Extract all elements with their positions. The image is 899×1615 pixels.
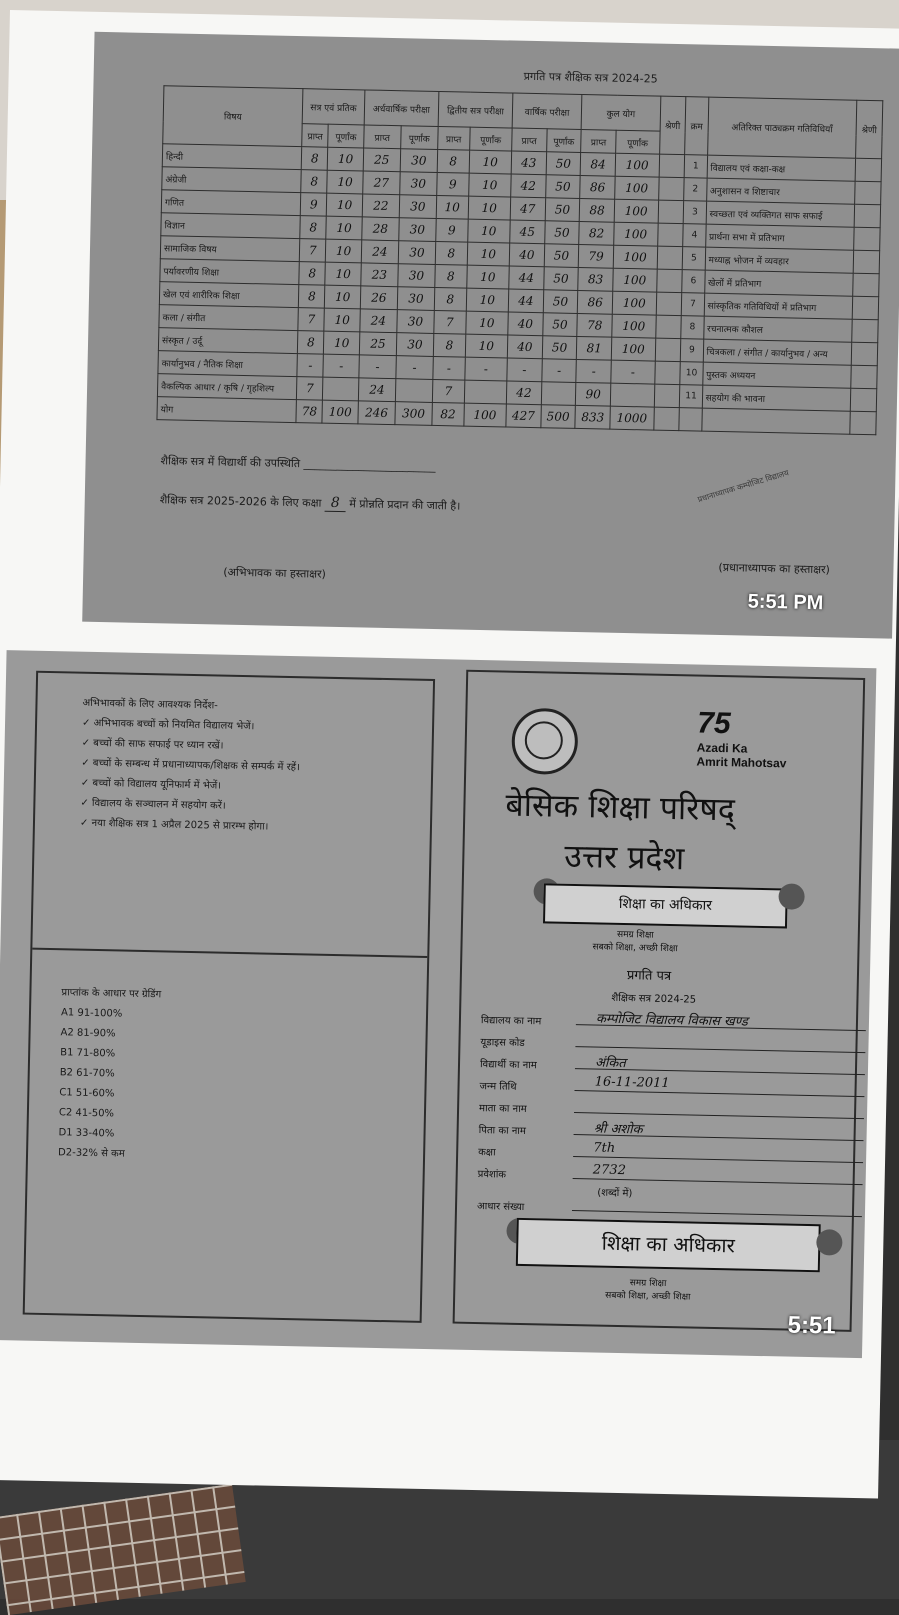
marks-cell: 10 [324, 331, 360, 355]
instruction-item: ✓ बच्चों के सम्बन्ध में प्रधानाध्यापक/शिक्षक से सम्पर्क में रहें। [81, 757, 300, 774]
activity-grade-cell [854, 227, 880, 251]
sheet-title: प्रगति पत्र शैक्षिक सत्र 2024-25 [523, 69, 658, 86]
marks-cell: 50 [542, 336, 577, 360]
activity-cell: अनुशासन व शिष्टाचार [706, 178, 855, 204]
field-value: 7th [573, 1140, 863, 1163]
subject-cell: सामाजिक विषय [160, 236, 300, 262]
grade-cell [654, 384, 680, 408]
activity-grade-cell [851, 365, 877, 389]
activity-cell: स्वच्छता एवं व्यक्तिगत साफ सफाई [706, 201, 855, 227]
field-label: (शब्दों में) [597, 1187, 633, 1200]
marks-cell: 246 [358, 401, 396, 425]
marks-cell: - [464, 357, 507, 381]
marks-cell: 30 [398, 264, 436, 288]
marks-cell: 30 [397, 287, 435, 311]
tagline-bottom [605, 1275, 691, 1303]
activity-number: 1 [684, 155, 707, 178]
subject-cell: संस्कृत / उर्दू [158, 328, 298, 354]
marks-cell: 43 [511, 151, 546, 175]
marks-cell: 100 [611, 337, 655, 361]
marks-cell: 86 [578, 290, 613, 314]
subheader: प्राप्त [363, 125, 401, 149]
marks-cell: 427 [506, 404, 541, 428]
grade-cell [657, 246, 683, 270]
subheader: प्राप्त [302, 124, 329, 148]
rte-banner-large: शिक्षा का अधिकार [516, 1218, 821, 1272]
header-grade-2: श्रेणी [856, 100, 883, 159]
instruction-item: ✓ बच्चों को विद्यालय यूनिफार्म में भेजें। [80, 777, 222, 792]
marks-cell: 10 [325, 285, 361, 309]
marks-cell: - [323, 354, 359, 378]
marks-cell: 24 [358, 378, 396, 402]
marks-cell: 9 [437, 172, 469, 196]
marks-cell: 8 [301, 170, 328, 194]
principal-stamp [696, 451, 863, 571]
marks-cell: 100 [615, 153, 659, 177]
marks-cell: 10 [467, 242, 510, 266]
grade-cell [658, 200, 684, 224]
marks-cell: 30 [399, 195, 437, 219]
grade-item: A2 81-90% [60, 1027, 116, 1040]
grade-cell [658, 177, 684, 201]
activity-grade-cell [850, 388, 876, 412]
activity-cell: खेलों में प्रतिभाग [704, 270, 853, 296]
activity-number: 5 [682, 247, 705, 270]
subheader: पूर्णांक [546, 129, 581, 153]
marks-cell: 10 [327, 193, 363, 217]
timestamp-overlay: 5:51 PM [747, 590, 824, 615]
report-card-cover [453, 670, 866, 1332]
marks-cell: 100 [613, 245, 657, 269]
activity-grade-cell [853, 250, 879, 274]
activity-grade-cell [851, 342, 877, 366]
marks-cell: 7 [299, 239, 326, 263]
marks-cell: 8 [433, 333, 465, 357]
tagline-1: समग्र शिक्षा [629, 1278, 667, 1290]
activity-grade-cell [852, 296, 878, 320]
marks-cell: 8 [437, 149, 469, 173]
subheader: पूर्णांक [616, 130, 660, 154]
marks-cell: 79 [579, 244, 614, 268]
marks-cell: 7 [296, 377, 323, 401]
activity-number: 4 [683, 224, 706, 247]
subject-cell: गणित [161, 190, 301, 216]
marks-cell: 44 [508, 289, 543, 313]
marks-cell: 30 [396, 333, 434, 357]
subject-cell: वैकल्पिक आधार / कृषि / गृहशिल्प [157, 374, 297, 400]
marks-cell: 30 [397, 310, 435, 334]
marks-cell: 30 [398, 241, 436, 265]
marks-cell: - [507, 358, 542, 382]
subject-cell: पर्यावरणीय शिक्षा [160, 259, 300, 285]
marks-cell: 25 [359, 332, 397, 356]
subject-cell: योग [157, 397, 297, 423]
marks-cell: 45 [510, 220, 545, 244]
header-no: क्रम [685, 97, 709, 155]
grade-cell [653, 407, 679, 431]
grade-cell [656, 292, 682, 316]
marks-table [156, 85, 883, 435]
activity-grade-cell [855, 158, 881, 182]
rte-banner: शिक्षा का अधिकार [543, 883, 788, 928]
subject-cell: खेल एवं शारीरिक शिक्षा [159, 282, 299, 308]
marks-cell: 81 [577, 336, 612, 360]
field-label: कक्षा [478, 1147, 496, 1159]
marks-cell: 84 [580, 152, 615, 176]
card-title: प्रगति पत्र [626, 968, 672, 985]
grade-cell [656, 269, 682, 293]
bottom-sheet [0, 650, 876, 1358]
marks-cell: 100 [612, 314, 656, 338]
panel-divider [32, 948, 427, 958]
marks-cell: 10 [328, 147, 364, 171]
header-annual: वार्षिक परीक्षा [512, 93, 582, 129]
marks-cell: - [433, 356, 465, 380]
principal-signature-label: (प्रधानाध्यापक का हस्ताक्षर) [718, 560, 830, 577]
up-emblem-icon [511, 708, 578, 775]
student-pencil-icon [778, 883, 805, 910]
activity-number: 11 [680, 385, 703, 408]
activity-number: 10 [680, 362, 703, 385]
marks-cell: 24 [361, 240, 399, 264]
tagline [592, 926, 678, 954]
marks-cell: 9 [436, 218, 468, 242]
activity-cell: मध्याह्न भोजन में व्यवहार [705, 247, 854, 273]
marks-cell: 78 [577, 313, 612, 337]
card-session: शैक्षिक सत्र 2024-25 [611, 992, 697, 1006]
marks-cell: 10 [469, 150, 512, 174]
activity-cell: विद्यालय एवं कक्षा-कक्ष [707, 155, 856, 181]
board-name: बेसिक शिक्षा परिषद् [505, 785, 736, 829]
marks-cell: 10 [325, 262, 361, 286]
marks-cell: 10 [465, 334, 508, 358]
grade-cell [659, 154, 685, 178]
activity-cell: सांस्कृतिक गतिविधियों में प्रतिभाग [704, 293, 853, 319]
marks-cell: 30 [400, 149, 438, 173]
activity-number: 8 [681, 316, 704, 339]
grades-title: प्राप्तांक के आधार पर ग्रेडिंग [61, 987, 162, 1001]
marks-cell: 83 [578, 267, 613, 291]
promotion-prefix: शैक्षिक सत्र 2025-2026 के लिए कक्षा [159, 493, 322, 510]
tagline-2: सबको शिक्षा, अच्छी शिक्षा [605, 1290, 691, 1303]
field-label: यूडाइस कोड [480, 1037, 525, 1050]
top-sheet [82, 32, 899, 639]
attendance-line [160, 453, 435, 474]
grade-cell [657, 223, 683, 247]
activity-grade-cell [855, 181, 881, 205]
field-value [575, 1030, 865, 1053]
instruction-item: ✓ अभिभावक बच्चों को नियमित विद्यालय भेजें। [81, 717, 255, 733]
header-activities: अतिरिक्त पाठ्यक्रम गतिविधियाँ [707, 97, 857, 158]
activity-cell: प्रार्थना सभा में प्रतिभाग [705, 224, 854, 250]
marks-cell: 10 [465, 311, 508, 335]
marks-cell: 50 [546, 152, 581, 176]
activity-number: 6 [682, 270, 705, 293]
logo-text-2: Amrit Mahotsav [696, 754, 787, 771]
marks-cell [541, 382, 576, 406]
activity-number: 3 [683, 201, 706, 224]
marks-cell: - [541, 359, 576, 383]
promotion-suffix: में प्रोन्नति प्रदान की जाती है। [349, 497, 461, 513]
subheader: पूर्णांक [328, 124, 364, 148]
marks-cell: 90 [576, 382, 611, 406]
subheader: प्राप्त [438, 126, 470, 150]
marks-cell: 42 [506, 381, 541, 405]
marks-cell: 40 [509, 243, 544, 267]
grade-item: C2 41-50% [58, 1107, 115, 1120]
field-label: प्रवेशांक [477, 1169, 507, 1181]
guardian-signature-label: (अभिभावक का हस्ताक्षर) [223, 565, 327, 581]
activity-cell: सहयोग की भावना [702, 385, 851, 411]
marks-cell: 86 [580, 175, 615, 199]
marks-cell: 100 [614, 199, 658, 223]
marks-cell: 8 [435, 264, 467, 288]
logo-75: 75 [696, 706, 731, 741]
activity-cell: चित्रकला / संगीत / कार्यानुभव / अन्य [703, 339, 852, 365]
subheader: प्राप्त [581, 129, 616, 153]
marks-cell: 8 [298, 285, 325, 309]
field-label: पिता का नाम [478, 1125, 527, 1138]
marks-cell: 25 [363, 148, 401, 172]
marks-cell: 8 [300, 216, 327, 240]
marks-cell: 50 [544, 244, 579, 268]
activity-grade-cell [852, 319, 878, 343]
marks-cell: 300 [395, 402, 433, 426]
marks-cell: 10 [327, 170, 363, 194]
subject-cell: हिन्दी [162, 144, 302, 170]
marks-cell: 7 [298, 308, 325, 332]
grade-cell [655, 315, 681, 339]
marks-cell [395, 379, 433, 403]
marks-cell: 10 [326, 239, 362, 263]
marks-cell [464, 380, 507, 404]
marks-cell: 7 [434, 310, 466, 334]
activity-number: 7 [682, 293, 705, 316]
marks-cell: 10 [466, 288, 509, 312]
field-label: विद्यार्थी का नाम [479, 1059, 537, 1072]
marks-cell: 50 [544, 221, 579, 245]
subheader: प्राप्त [512, 128, 547, 152]
marks-cell: 40 [507, 335, 542, 359]
instruction-item: ✓ नया शैक्षिक सत्र 1 अप्रैल 2025 से प्रारम्भ होगा। [79, 817, 269, 833]
activity-number: 9 [681, 339, 704, 362]
subject-cell: अंग्रेजी [162, 167, 302, 193]
subject-cell: कला / संगीत [159, 305, 299, 331]
field-label: आधार संख्या [476, 1201, 525, 1214]
grade-item: B2 61-70% [59, 1067, 115, 1080]
instruction-item: ✓ बच्चों की साफ सफाई पर ध्यान रखें। [81, 737, 224, 752]
marks-cell: 10 [326, 216, 362, 240]
activity-number [679, 408, 702, 431]
activity-grade-cell [853, 273, 879, 297]
header-half: अर्धवार्षिक परीक्षा [364, 90, 439, 127]
marks-cell: 10 [466, 265, 509, 289]
subheader: पूर्णांक [469, 127, 512, 151]
marks-cell: 833 [575, 405, 610, 429]
marks-cell: 44 [509, 266, 544, 290]
marks-cell: 50 [545, 198, 580, 222]
header-second: द्वितीय सत्र परीक्षा [438, 91, 513, 128]
attendance-label: शैक्षिक सत्र में विद्यार्थी की उपस्थिति [160, 454, 301, 471]
marks-cell: 42 [511, 174, 546, 198]
student-pencil-icon [816, 1229, 843, 1256]
marks-cell: 23 [361, 263, 399, 287]
marks-cell: 88 [580, 198, 615, 222]
subject-cell: कार्यानुभव / नैतिक शिक्षा [158, 351, 298, 377]
marks-cell: 27 [363, 171, 401, 195]
marks-cell: 10 [324, 308, 360, 332]
instructions-block [80, 694, 302, 839]
field-label: जन्म तिथि [479, 1081, 517, 1093]
activity-cell [701, 408, 850, 434]
marks-cell: 10 [436, 195, 468, 219]
marks-cell: 10 [467, 219, 510, 243]
tagline-1: समग्र शिक्षा [616, 929, 654, 941]
marks-cell: 10 [468, 173, 511, 197]
instructions-panel [23, 671, 435, 1323]
promotion-class: 8 [325, 495, 346, 512]
marks-cell: 82 [432, 402, 464, 426]
marks-cell: 100 [613, 268, 657, 292]
marks-cell: 82 [579, 221, 614, 245]
marks-cell: 22 [362, 194, 400, 218]
marks-cell: 50 [543, 267, 578, 291]
azadi-ka-amrit-mahotsav-logo [696, 707, 817, 771]
field-value: 2732 [573, 1162, 863, 1185]
marks-cell: 100 [614, 222, 658, 246]
field-value: श्री अशोक [574, 1118, 864, 1141]
grade-item: A1 91-100% [60, 1007, 123, 1020]
marks-cell: - [359, 355, 397, 379]
header-subject: विषय [163, 86, 303, 147]
grade-cell [655, 338, 681, 362]
marks-cell: 24 [360, 309, 398, 333]
state-name: उत्तर प्रदेश [564, 836, 685, 878]
marks-cell: 50 [543, 290, 578, 314]
marks-cell: 8 [301, 147, 328, 171]
marks-cell: 8 [435, 241, 467, 265]
marks-cell [610, 383, 654, 407]
marks-cell: 100 [612, 291, 656, 315]
activity-cell: रचनात्मक कौशल [703, 316, 852, 342]
field-value: अंकित [575, 1052, 865, 1075]
header-term: सत्र एवं प्रतिक [302, 89, 364, 125]
field-value [572, 1194, 862, 1217]
subject-cell: विज्ञान [161, 213, 301, 239]
paper-sheet [0, 10, 899, 1499]
field-value [574, 1096, 864, 1119]
grade-cell [654, 361, 680, 385]
attendance-blank: ________________________ [303, 457, 436, 474]
grade-item: D2-32% से कम [57, 1147, 125, 1160]
marks-cell: 8 [434, 287, 466, 311]
field-label: माता का नाम [478, 1103, 527, 1116]
marks-cell: 78 [296, 400, 323, 424]
marks-cell: 26 [360, 286, 398, 310]
marks-cell: 100 [615, 176, 659, 200]
marks-cell: 8 [297, 331, 324, 355]
activity-grade-cell [850, 411, 876, 435]
grade-item: D1 33-40% [58, 1127, 115, 1140]
marks-cell: 8 [299, 262, 326, 286]
logo-text-1: Azadi Ka [696, 740, 748, 756]
grading-scale [58, 983, 162, 1165]
marks-cell: 7 [432, 379, 464, 403]
marks-cell: - [297, 354, 324, 378]
marks-cell: 30 [400, 172, 438, 196]
marks-cell: - [576, 359, 611, 383]
marks-cell: 40 [508, 312, 543, 336]
promotion-line [160, 491, 461, 513]
marks-cell: 47 [510, 197, 545, 221]
grade-item: B1 71-80% [60, 1047, 116, 1060]
marks-cell: 100 [322, 400, 358, 424]
grade-item: C1 51-60% [59, 1087, 115, 1100]
marks-cell: 50 [545, 175, 580, 199]
stamp-text: प्रधानाध्यापक कम्पोजिट विद्यालय [696, 468, 790, 505]
instructions-title: अभिभावकों के लिए आवश्यक निर्देश- [82, 697, 218, 712]
instruction-item: ✓ विद्यालय के सञ्चालन में सहयोग करें। [80, 797, 226, 812]
field-value: कम्पोजिट विद्यालय विकास खण्ड [576, 1008, 866, 1031]
header-grade: श्रेणी [659, 96, 686, 155]
field-label: विद्यालय का नाम [480, 1015, 542, 1028]
marks-cell: 500 [541, 405, 576, 429]
marks-cell: 100 [463, 403, 506, 427]
marks-cell: 1000 [610, 406, 654, 430]
marks-cell: 50 [542, 313, 577, 337]
marks-cell: 10 [468, 196, 511, 220]
activity-cell: पुस्तक अध्ययन [702, 362, 851, 388]
activity-grade-cell [854, 204, 880, 228]
timestamp-overlay-2: 5:51 [787, 1311, 836, 1340]
marks-cell: - [396, 356, 434, 380]
marks-cell [323, 377, 359, 401]
marks-cell: 30 [399, 218, 437, 242]
marks-cell: 28 [362, 217, 400, 241]
activity-number: 2 [684, 178, 707, 201]
subheader: पूर्णांक [401, 126, 439, 150]
header-total: कुल योग [581, 95, 660, 132]
field-value: 16-11-2011 [574, 1074, 864, 1097]
marks-cell: 9 [300, 193, 327, 217]
tagline-2: सबको शिक्षा, अच्छी शिक्षा [592, 942, 678, 955]
marks-cell: - [611, 360, 655, 384]
